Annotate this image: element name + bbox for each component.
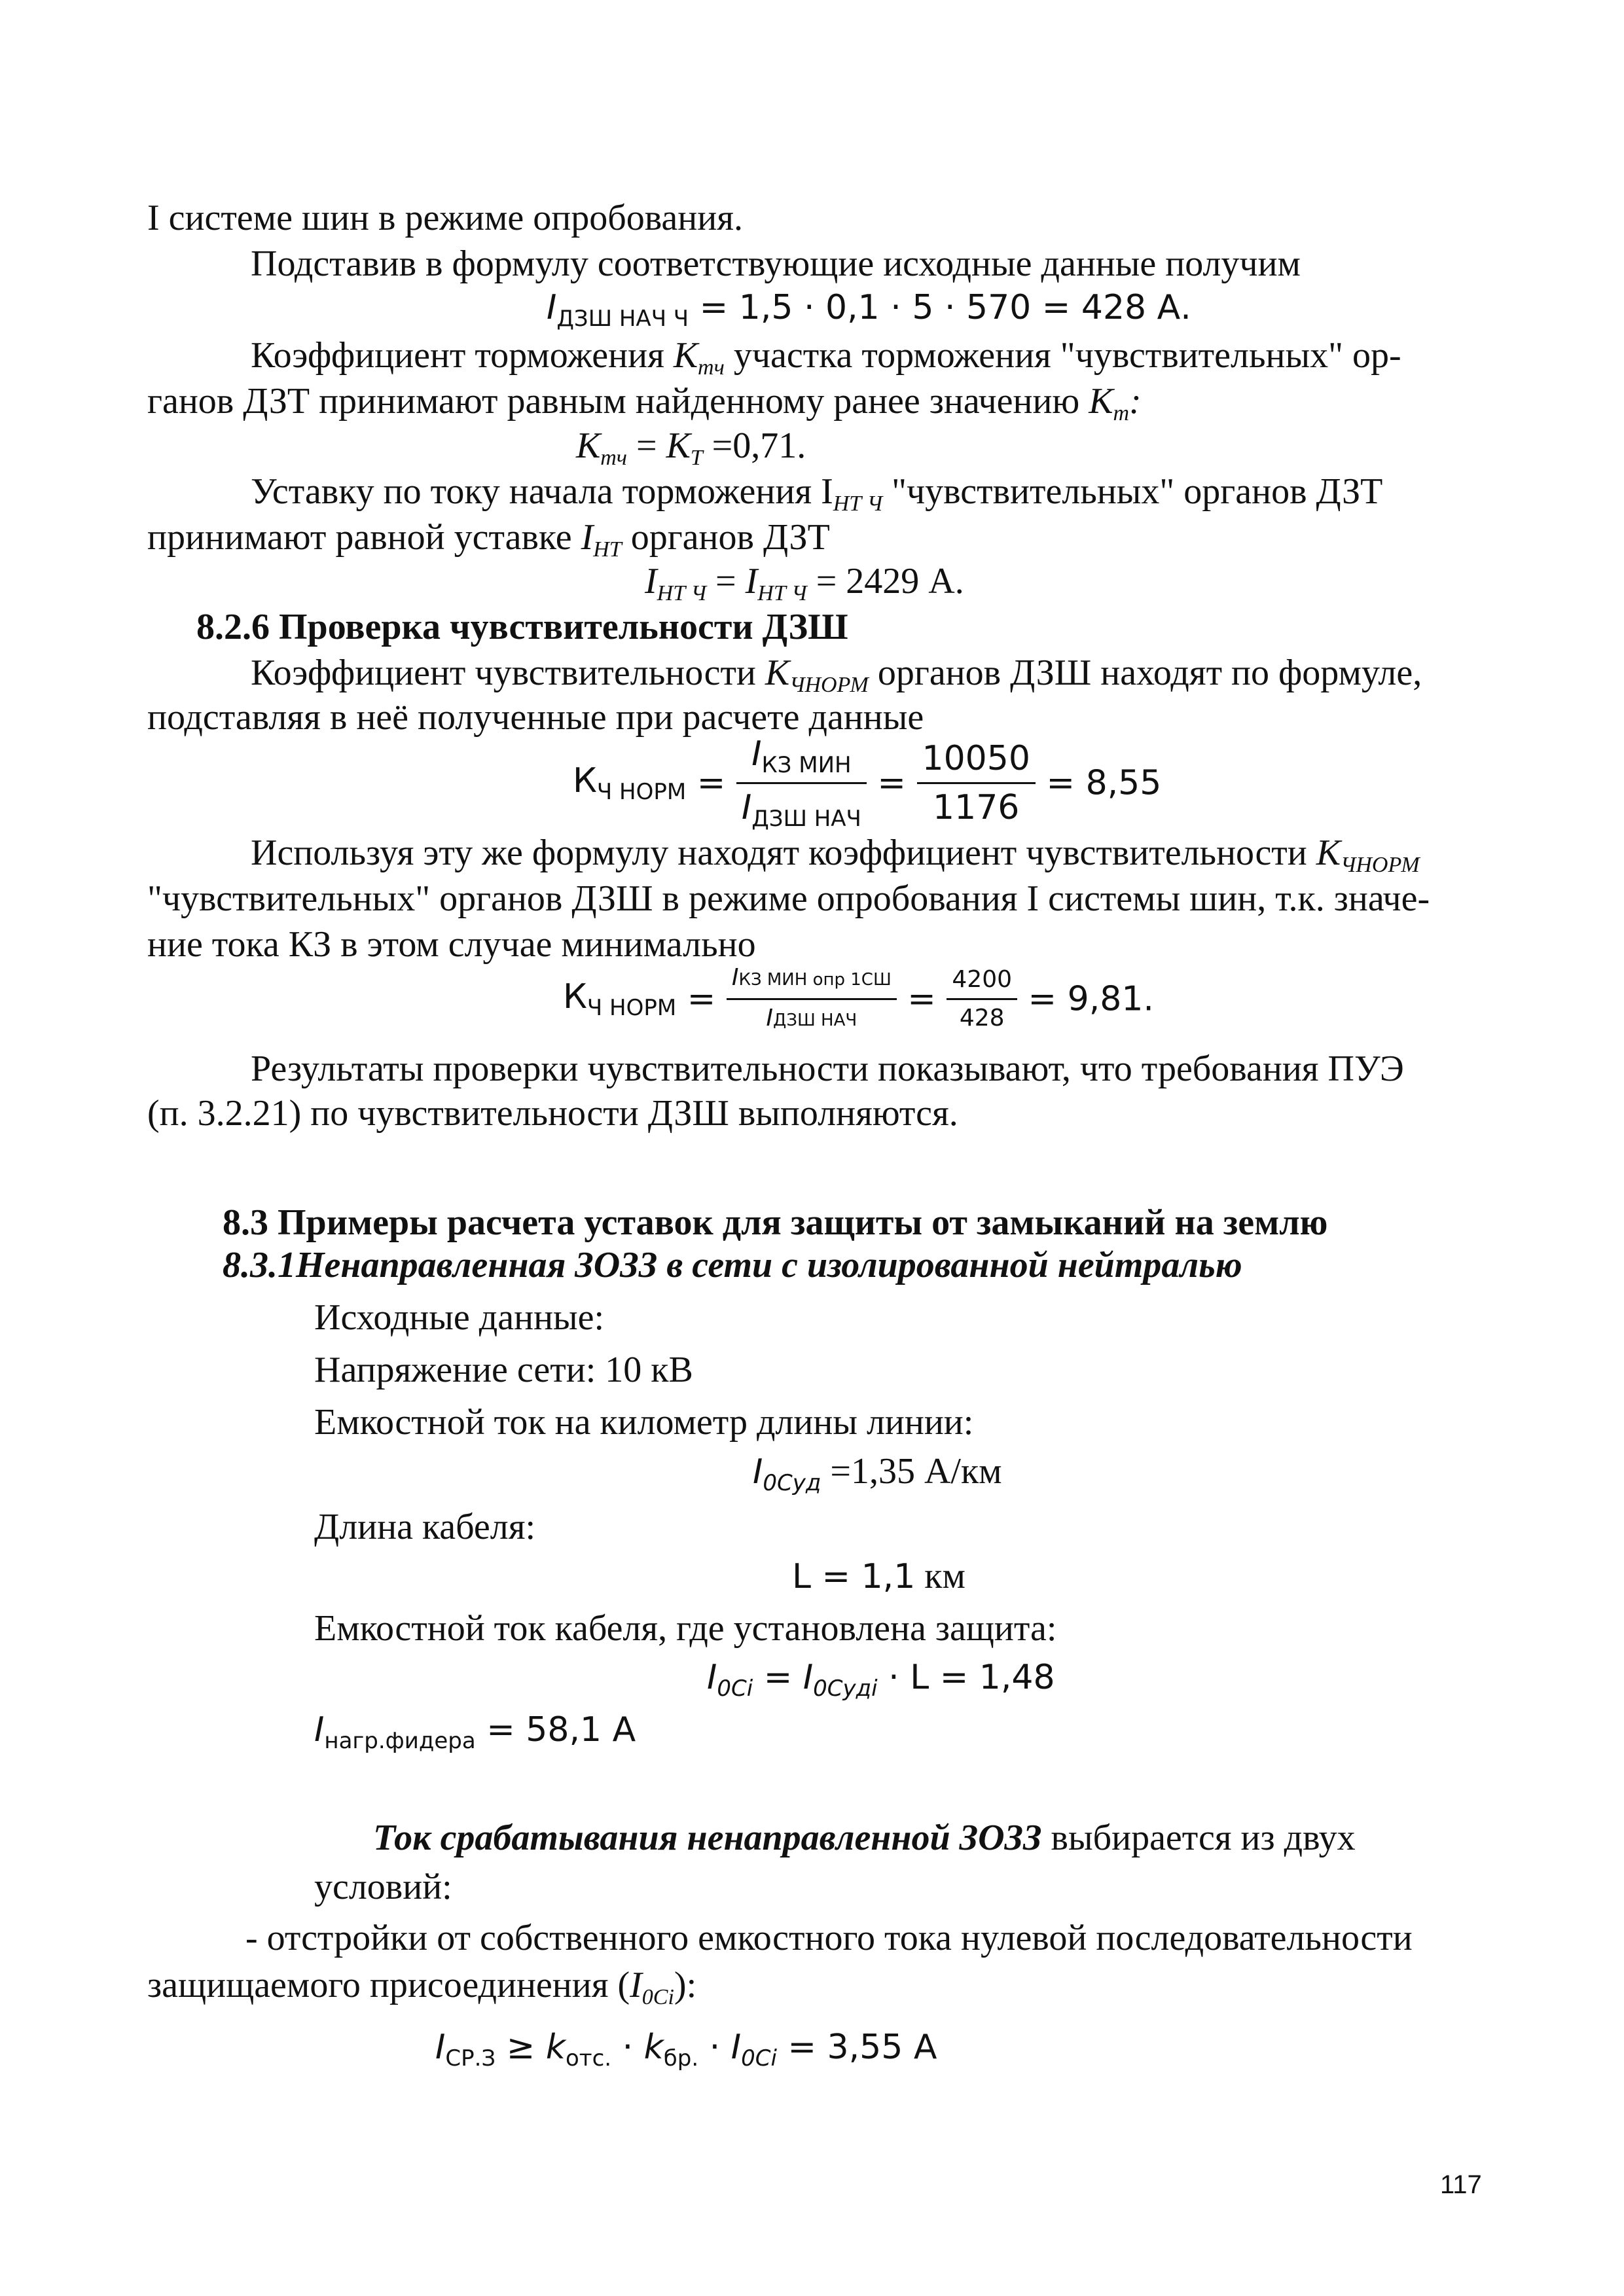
text-line: Емкостной ток на километр длины линии: <box>314 1402 974 1443</box>
formula-i0c-ud <box>753 1450 1002 1505</box>
formula-value: · L = 1,48 <box>877 1658 1055 1697</box>
text-span: Уставку по току начала торможения I <box>251 471 833 512</box>
i-nt-subscript: НТ <box>593 537 622 562</box>
formula-subscript: 0Ci <box>717 1675 753 1702</box>
formula-symbol: I <box>547 288 557 327</box>
formula-subscript: Ч НОРМ <box>596 778 687 805</box>
formula-symbol: I <box>753 1452 763 1492</box>
text-span: Используя эту же формулу находят коэффициент чувствительности <box>251 833 1307 873</box>
k-ch-norm-symbol: К <box>1316 833 1341 873</box>
formula-subscript: КЗ МИН опр 1СШ <box>738 970 892 990</box>
text-line: Подставив в формулу соответствующие исходные данные получим <box>251 243 1301 284</box>
formula-subscript: ДЗШ НАЧ <box>751 805 861 832</box>
k-t-subscript: т <box>1113 401 1130 425</box>
text-line: подставляя в неё полученные при расчете данные <box>147 697 924 738</box>
k-tch-subscript: тч <box>698 355 725 380</box>
text-line: Длина кабеля: <box>314 1507 536 1547</box>
page-number: 117 <box>1440 2170 1482 2199</box>
formula-equals: = <box>636 425 666 466</box>
text-line <box>147 1964 696 2019</box>
formula-k-ch-norm: $К_{Ч НОРМ}$ = $\frac{I_{КЗ МИН}}{I_{ДЗШ НАЧ}}$ = $\frac{10050}{1176}$ = 8,55 <box>573 734 1162 832</box>
text-line: I системе шин в режиме опробования. <box>147 198 743 238</box>
text-line: Емкостной ток кабеля, где установлена защита: <box>314 1608 1057 1649</box>
fraction-symbolic <box>727 963 897 1035</box>
formula-dot: · <box>611 2028 644 2067</box>
formula-subscript: 0Ci <box>741 2045 777 2072</box>
formula-subscript: отс. <box>565 2045 612 2072</box>
text-line: - отстройки от собственного емкостного тока нулевой последовательности <box>245 1918 1413 1958</box>
formula-subscript: ДЗШ НАЧ <box>773 1011 857 1030</box>
k-tch-symbol: К <box>673 335 698 376</box>
heading-8-3: 8.3 Примеры расчета уставок для защиты от замыканий на землю <box>223 1202 1328 1243</box>
text-span: защищаемого присоединения ( <box>147 1965 630 2005</box>
formula-symbol: I <box>751 734 762 774</box>
formula-symbol: К <box>666 425 691 466</box>
formula-equals: = <box>706 561 746 601</box>
i-nt-ch-subscript: НТ Ч <box>833 491 883 516</box>
k-ch-norm-subscript: ЧНОРМ <box>1340 852 1420 877</box>
formula-unit: км <box>924 1556 965 1596</box>
i0ci-symbol: I <box>630 1965 642 2005</box>
formula-subscript: бр. <box>663 2045 699 2072</box>
formula-symbol: I <box>314 1710 325 1749</box>
formula-subscript: СР.З <box>445 2045 496 2072</box>
formula-subscript: тч <box>600 445 627 470</box>
i-nt-symbol: I <box>581 517 594 558</box>
formula-symbol: I <box>731 2028 742 2067</box>
text-line: Результаты проверки чувствительности показывают, что требования ПУЭ <box>251 1049 1404 1089</box>
text-span: Коэффициент чувствительности <box>251 653 756 693</box>
formula-value: = 2429 А. <box>816 561 964 601</box>
heading-8-2-6: 8.2.6 Проверка чувствительности ДЗШ <box>196 607 848 647</box>
formula-equals: = <box>753 1658 803 1697</box>
formula-symbol: I <box>731 964 739 991</box>
k-t-symbol: К <box>1089 381 1113 422</box>
formula-subscript: 0Cуд <box>763 1469 821 1496</box>
formula-symbol: I <box>645 561 657 601</box>
formula-dzsh-nach <box>547 286 1191 340</box>
formula-length <box>792 1554 965 1598</box>
formula-value: = 3,55 А <box>776 2028 937 2067</box>
formula-subscript: 0Cудi <box>813 1675 878 1702</box>
text-line: ганов ДЗТ принимают равным найденному ранее значению Кт: <box>147 381 1142 425</box>
fraction-numeric <box>947 965 1017 1033</box>
formula-subscript: Т <box>690 445 703 470</box>
formula-result: = 8,55 <box>1046 763 1162 803</box>
fraction-denominator: 1176 <box>933 787 1020 827</box>
formula-i-load <box>314 1708 636 1763</box>
formula-symbol: К <box>563 977 587 1017</box>
text-span: органов ДЗТ <box>630 517 830 558</box>
k-ch-norm-subscript: ЧНОРМ <box>789 672 869 697</box>
heading-8-3-1: 8.3.1Ненаправленная ЗОЗЗ в сети с изолированной нейтралью <box>223 1245 1242 1285</box>
formula-k-ch-norm-opr: $К_{Ч НОРМ}$ = $\frac{\text{IКЗ МИН опр 1СШ}}{\text{IДЗШ НАЧ}}$ = $\frac{4200}{428}$ = 9,81. <box>563 963 1154 1035</box>
formula-symbol: I <box>745 561 758 601</box>
formula-symbol: I <box>803 1658 814 1697</box>
formula-value: =1,35 А/км <box>830 1451 1002 1492</box>
fraction-numerator: 10050 <box>917 739 1036 784</box>
text-line: Напряжение сети: 10 кВ <box>314 1350 693 1390</box>
fraction-numeric <box>917 739 1036 827</box>
text-span-emphasis: Ток срабатывания ненаправленной ЗОЗЗ <box>373 1818 1042 1858</box>
formula-symbol: I <box>766 1005 773 1031</box>
formula-symbol: I <box>707 1658 717 1697</box>
text-line: ние тока КЗ в этом случае минимально <box>147 924 756 965</box>
fraction-numerator: 4200 <box>947 965 1017 1000</box>
k-ch-norm-symbol: К <box>765 653 790 693</box>
text-span: участка торможения "чувствительных" ор- <box>733 335 1401 376</box>
formula-value: =0,71. <box>712 425 806 466</box>
formula-subscript: нагр.фидера <box>324 1727 476 1754</box>
text-line: условий: <box>314 1867 452 1907</box>
text-span: "чувствительных" органов ДЗТ <box>892 471 1383 512</box>
text-span: выбирается из двух <box>1051 1818 1356 1858</box>
text-span: ганов ДЗТ принимают равным найденному ранее значению <box>147 381 1080 422</box>
formula-subscript: НТ Ч <box>657 581 707 605</box>
i0ci-subscript: 0Ci <box>641 1984 674 2009</box>
formula-i0ci <box>707 1656 1055 1710</box>
formula-subscript: КЗ МИН <box>761 751 852 778</box>
text-line <box>373 1816 1356 1859</box>
formula-subscript: Ч НОРМ <box>586 994 677 1021</box>
formula-subscript: НТ Ч <box>757 581 807 605</box>
formula-result: = 9,81. <box>1028 979 1154 1019</box>
text-span: ): <box>674 1965 697 2005</box>
fraction-denominator: 428 <box>959 1005 1005 1031</box>
text-span: Коэффициент торможения <box>251 335 664 376</box>
formula-subscript: ДЗШ НАЧ Ч <box>556 305 689 332</box>
formula-ge: ≥ <box>496 2028 546 2067</box>
formula-value: L = 1,1 <box>792 1557 916 1596</box>
text-span: принимают равной уставке <box>147 517 572 558</box>
text-line: (п. 3.2.21) по чувствительности ДЗШ выполняются. <box>147 1093 958 1134</box>
text-line: "чувствительных" органов ДЗШ в режиме опробования I системы шин, т.к. значе- <box>147 878 1430 919</box>
formula-symbol: К <box>573 761 597 800</box>
formula-symbol: I <box>435 2028 446 2067</box>
formula-symbol: К <box>576 425 601 466</box>
formula-value: = 1,5 · 0,1 · 5 · 570 = 428 А. <box>699 288 1191 327</box>
formula-i-trip <box>435 2026 937 2080</box>
text-span: органов ДЗШ находят по формуле, <box>877 653 1422 693</box>
formula-lhs <box>573 761 687 805</box>
fraction-symbolic <box>736 734 867 832</box>
text-line: Исходные данные: <box>314 1297 605 1338</box>
formula-symbol: I <box>741 787 752 827</box>
formula-symbol: k <box>545 2028 566 2067</box>
formula-dot: · <box>698 2028 731 2067</box>
formula-value: = 58,1 А <box>475 1710 636 1749</box>
formula-symbol: k <box>643 2028 664 2067</box>
